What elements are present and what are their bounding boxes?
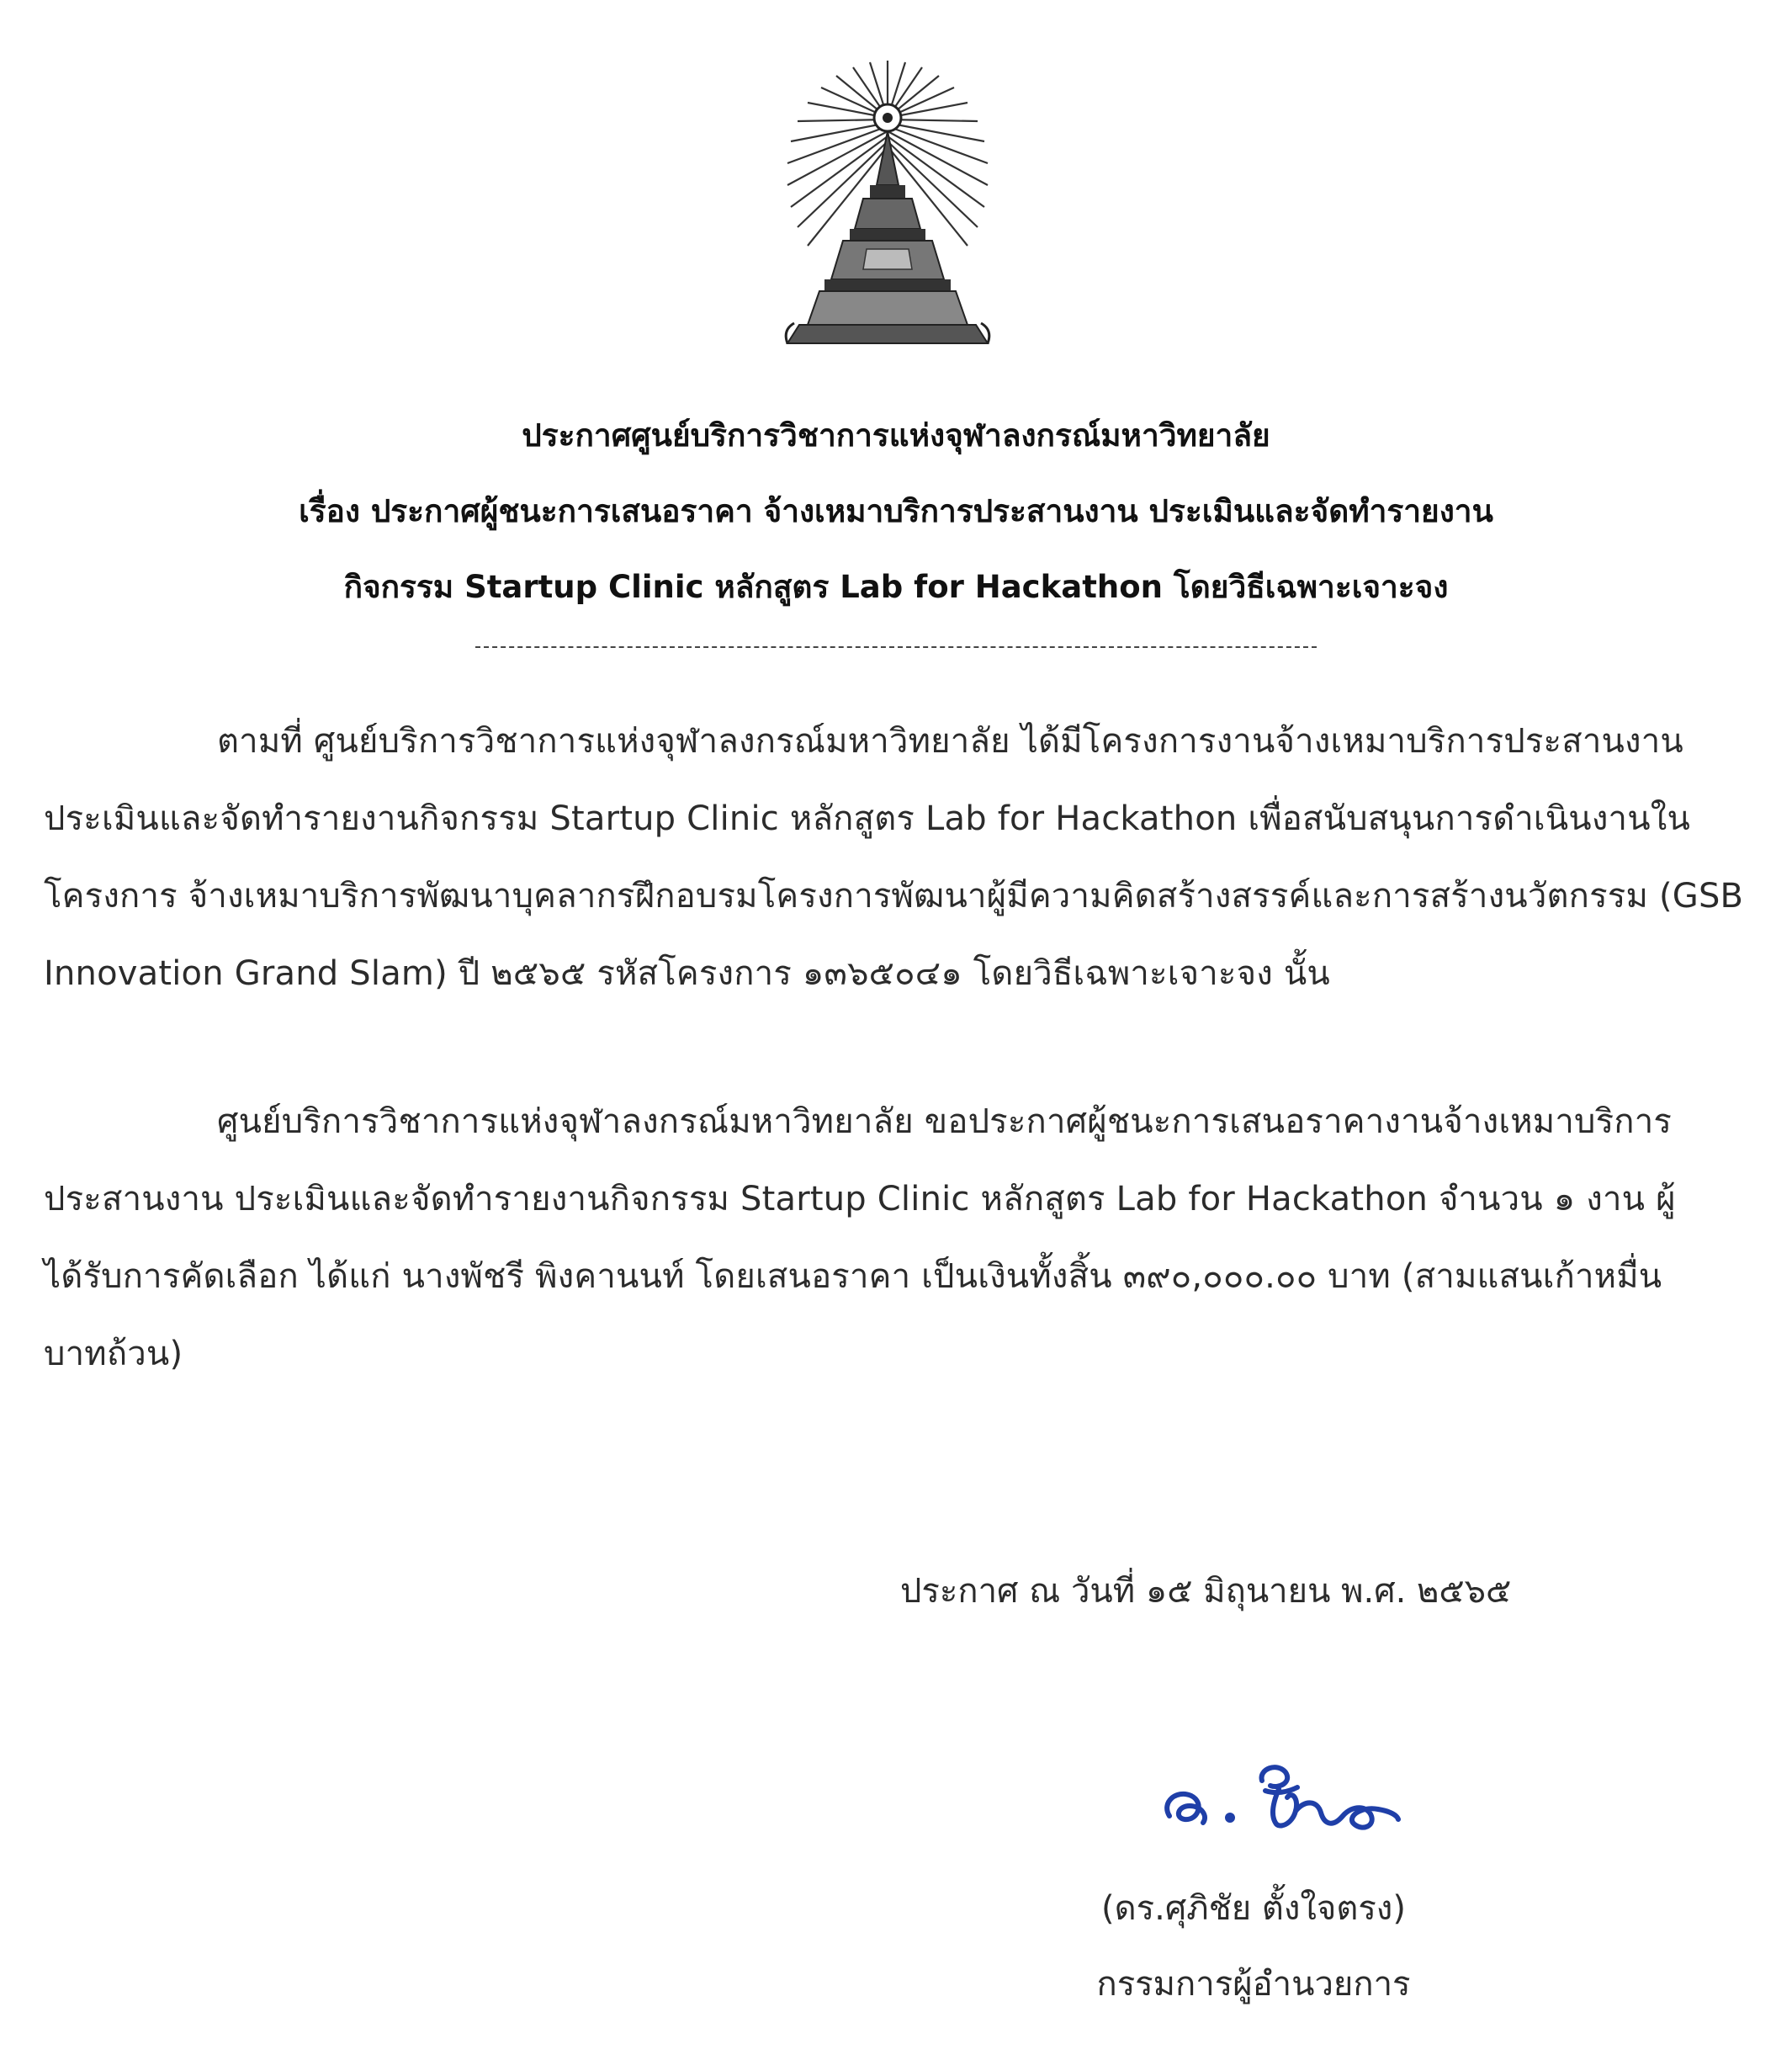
signature-image <box>1153 1750 1405 1843</box>
paragraph2-line3: ได้รับการคัดเลือก ได้แก่ นางพัชรี พิงคานนท์ โดยเสนอราคา เป็นเงินทั้งสิ้น ๓๙๐,๐๐๐.๐๐ บาท (สามแสนเก้าหมื่น <box>44 1257 1662 1296</box>
paragraph1-line2: ประเมินและจัดทำรายงานกิจกรรม Startup Clinic หลักสูตร Lab for Hackathon เพื่อสนับสนุนการดำเนินงานใน <box>44 799 1691 838</box>
paragraph1-line4: Innovation Grand Slam) ปี ๒๕๖๕ รหัสโครงการ ๑๓๖๕๐๔๑ โดยวิธีเฉพาะเจาะจง นั้น <box>44 954 1330 993</box>
paragraph1-line1: ตามที่ ศูนย์บริการวิชาการแห่งจุฬาลงกรณ์มหาวิทยาลัย ได้มีโครงการงานจ้างเหมาบริการประสานงาน <box>217 722 1683 761</box>
paragraph2-line2: ประสานงาน ประเมินและจัดทำรายงานกิจกรรม Startup Clinic หลักสูตร Lab for Hackathon จำนวน ๑ งาน ผู้ <box>44 1180 1676 1218</box>
university-emblem-icon <box>782 59 993 353</box>
divider-line <box>475 646 1317 648</box>
paragraph2-line1: ศูนย์บริการวิชาการแห่งจุฬาลงกรณ์มหาวิทยาลัย ขอประกาศผู้ชนะการเสนอราคางานจ้างเหมาบริการ <box>217 1102 1673 1141</box>
announcement-subject: เรื่อง ประกาศผู้ชนะการเสนอราคา จ้างเหมาบริการประสานงาน ประเมินและจัดทำรายงาน <box>299 493 1493 529</box>
announcement-subject-continued: กิจกรรม Startup Clinic หลักสูตร Lab for Hackathon โดยวิธีเฉพาะเจาะจง <box>343 569 1449 605</box>
signatory-name: (ดร.ศุภิชัย ตั้งใจตรง) <box>1101 1889 1406 1928</box>
paragraph2-line4: บาทถ้วน) <box>44 1335 183 1373</box>
announcement-date: ประกาศ ณ วันที่ ๑๕ มิถุนายน พ.ศ. ๒๕๖๕ <box>900 1572 1512 1611</box>
signatory-position: กรรมการผู้อำนวยการ <box>1096 1965 1411 2004</box>
announcement-title: ประกาศศูนย์บริการวิชาการแห่งจุฬาลงกรณ์มหาวิทยาลัย <box>522 417 1270 454</box>
paragraph1-line3: โครงการ จ้างเหมาบริการพัฒนาบุคลากรฝึกอบรมโครงการพัฒนาผู้มีความคิดสร้างสรรค์และการสร้างนวัตกรรม (GSB <box>44 877 1744 916</box>
